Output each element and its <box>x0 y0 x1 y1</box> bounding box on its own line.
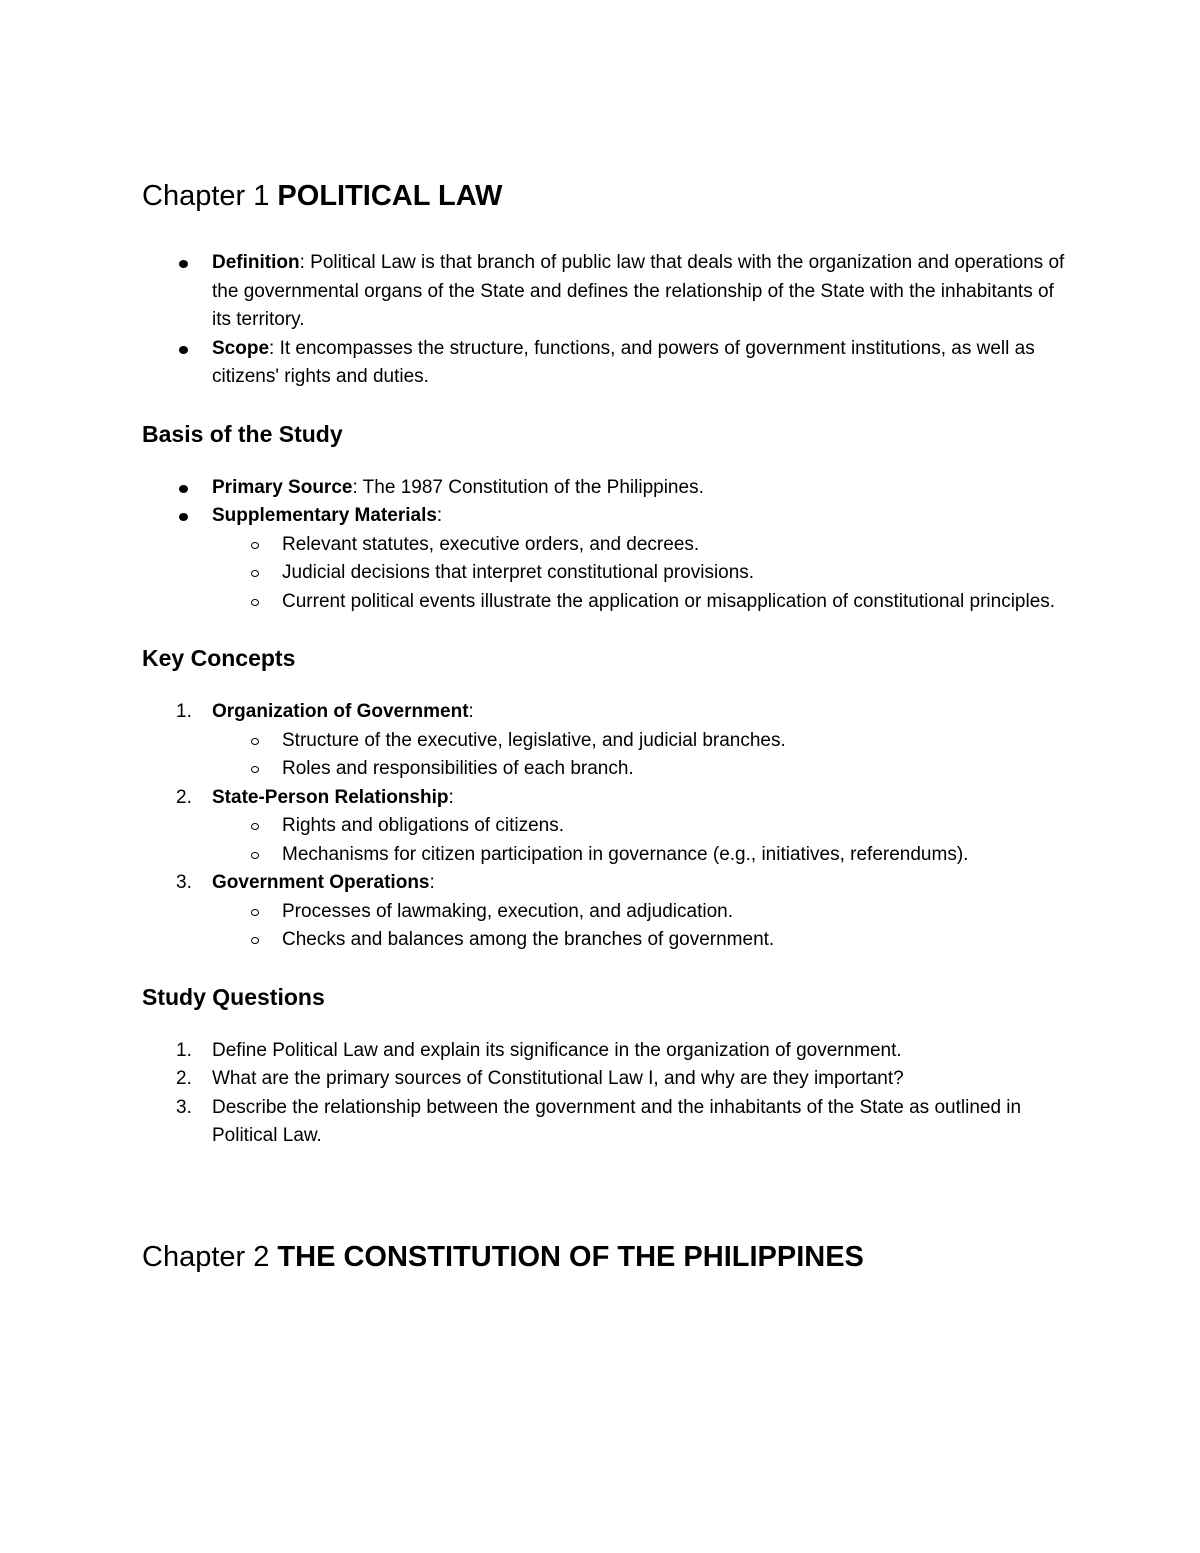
list-number: 3. <box>176 1096 192 1118</box>
sublist-item <box>142 559 1072 588</box>
sublist-item <box>142 727 1072 756</box>
chapter-1-prefix: Chapter 1 <box>142 180 278 212</box>
term-suffix: : <box>468 701 474 722</box>
sublist-item-text: Rights and obligations of citizens. <box>282 815 564 836</box>
sublist-item-text: Mechanisms for citizen participation in governance (e.g., initiatives, referendums). <box>282 843 969 865</box>
chapter-2-prefix: Chapter 2 <box>142 1240 278 1273</box>
sublist-item-text: Structure of the executive, legislative, and judicial branches. <box>282 729 786 751</box>
list-item-supplementary <box>142 502 1072 616</box>
scope-text: : It encompasses the structure, functions, and powers of government institutions, as well as citizens' rights and duties. <box>212 337 1035 387</box>
term-suffix: : <box>429 872 435 893</box>
bullet-icon <box>179 346 188 354</box>
list-item-scope <box>142 335 1072 392</box>
term-definition: Definition <box>212 252 300 273</box>
list-number: 3. <box>176 872 192 893</box>
chapter-1-list <box>142 249 1072 392</box>
circle-bullet-icon <box>251 909 259 916</box>
list-item-definition <box>142 249 1072 335</box>
sublist-item <box>142 926 1072 955</box>
question-item <box>142 1065 1072 1094</box>
organization-sublist <box>212 727 1072 784</box>
list-item-organization <box>142 698 1072 784</box>
term-suffix: : <box>448 786 454 808</box>
sublist-item <box>142 812 1072 841</box>
chapter-1-title <box>142 176 1072 216</box>
bullet-icon <box>179 260 188 268</box>
circle-bullet-icon <box>251 852 259 859</box>
circle-bullet-icon <box>251 542 259 549</box>
basis-list <box>142 474 1072 617</box>
definition-text: : Political Law is that branch of public law that deals with the organization and operations of the governmental organs of the State and defines the relationship of the State with the inhabitants of its territory. <box>212 252 1065 330</box>
supplementary-text: : <box>436 505 443 526</box>
list-number: 1. <box>176 701 192 722</box>
question-text: Describe the relationship between the government and the inhabitants of the State as outlined in Political Law. <box>212 1096 1022 1146</box>
term-organization: Organization of Government <box>212 701 469 722</box>
question-text: Define Political Law and explain its significance in the organization of government. <box>212 1039 902 1061</box>
state-person-sublist <box>212 812 1072 869</box>
document-page <box>142 176 1072 1277</box>
term-operations: Government Operations <box>212 872 430 893</box>
list-item-state-person <box>142 784 1072 870</box>
term-scope: Scope <box>212 337 270 359</box>
circle-bullet-icon <box>251 570 259 577</box>
circle-bullet-icon <box>251 937 259 944</box>
operations-sublist <box>212 898 1072 955</box>
section-title-key-concepts: Key Concepts <box>142 645 296 671</box>
chapter-2-title <box>142 1237 1072 1277</box>
sublist-item-text: Judicial decisions that interpret constitutional provisions. <box>282 562 755 583</box>
list-item-primary-source <box>142 474 1072 503</box>
chapter-1-name: POLITICAL LAW <box>277 180 503 212</box>
sublist-item <box>142 755 1072 784</box>
sublist-item-text: Current political events illustrate the application or misapplication of constitutional principles. <box>282 590 1056 612</box>
study-questions-list <box>142 1037 1072 1151</box>
question-item <box>142 1037 1072 1066</box>
sublist-item <box>142 588 1072 617</box>
sublist-item <box>142 898 1072 927</box>
question-item <box>142 1094 1072 1151</box>
term-primary-source: Primary Source <box>212 476 353 498</box>
sublist-item-text: Processes of lawmaking, execution, and adjudication. <box>282 900 733 922</box>
circle-bullet-icon <box>251 738 259 745</box>
circle-bullet-icon <box>251 766 259 773</box>
sublist-item-text: Checks and balances among the branches of government. <box>282 929 775 950</box>
section-title-study-questions: Study Questions <box>142 983 325 1010</box>
sublist-item <box>142 531 1072 560</box>
bullet-icon <box>179 513 188 521</box>
list-item-operations <box>142 869 1072 955</box>
list-number: 2. <box>176 786 192 808</box>
list-number: 1. <box>176 1039 192 1061</box>
sublist-item-text: Roles and responsibilities of each branch. <box>282 758 634 779</box>
sublist-item <box>142 841 1072 870</box>
circle-bullet-icon <box>251 599 259 606</box>
question-text: What are the primary sources of Constitutional Law I, and why are they important? <box>212 1068 904 1089</box>
bullet-icon <box>179 485 188 493</box>
supplementary-sublist <box>212 531 1072 617</box>
key-concepts-list <box>142 698 1072 955</box>
circle-bullet-icon <box>251 823 259 830</box>
section-title-basis: Basis of the Study <box>142 420 343 447</box>
list-number: 2. <box>176 1068 192 1089</box>
term-supplementary: Supplementary Materials <box>212 505 437 526</box>
sublist-item-text: Relevant statutes, executive orders, and decrees. <box>282 533 700 555</box>
chapter-2-name: THE CONSTITUTION OF THE PHILIPPINES <box>277 1240 864 1273</box>
primary-source-text: : The 1987 Constitution of the Philippines. <box>352 476 704 498</box>
term-state-person: State-Person Relationship <box>212 786 449 808</box>
